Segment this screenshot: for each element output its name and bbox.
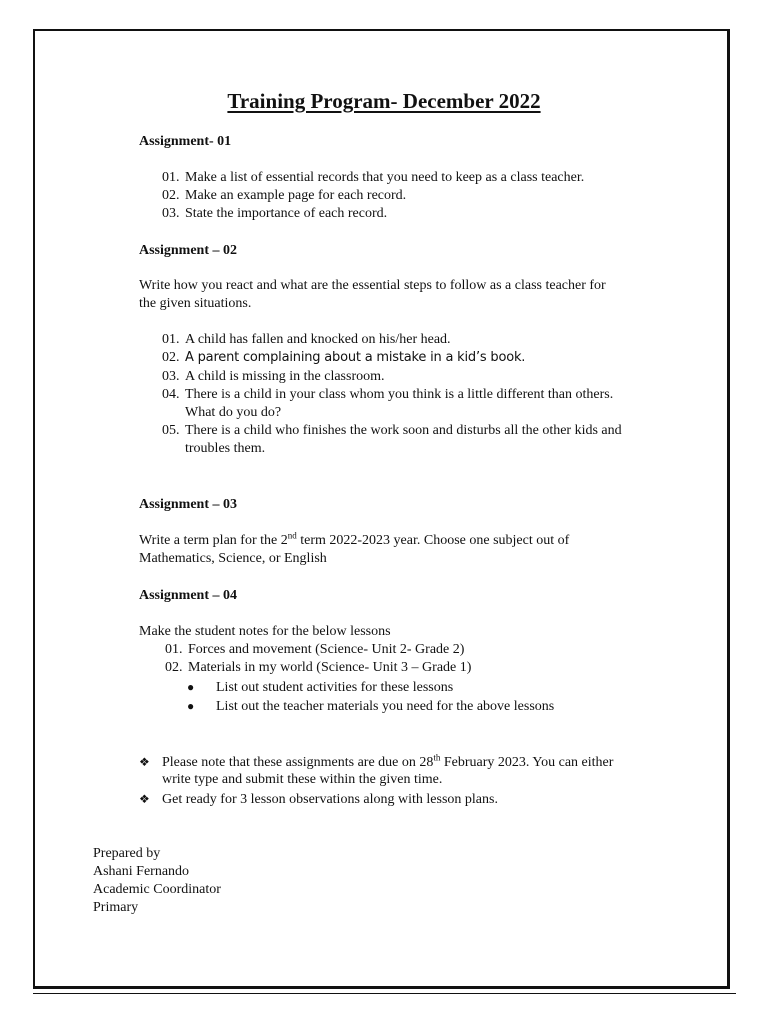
item-text: A child is missing in the classroom. xyxy=(185,369,385,384)
diamond-bullet-icon: ❖ xyxy=(139,755,150,769)
bullet-text: List out the teacher materials you need for the above lessons xyxy=(216,699,555,714)
assignment-01-item xyxy=(162,205,387,223)
assignment-02-intro-line-2: the given situations. xyxy=(139,296,252,311)
assignment-02-item xyxy=(162,331,451,349)
assignment-02-intro-line-1: Write how you react and what are the essential steps to follow as a class teacher for xyxy=(139,278,606,293)
assignment-03-line-2: Mathematics, Science, or English xyxy=(139,551,327,566)
assignment-03-heading: Assignment – 03 xyxy=(139,497,238,512)
assignment-02-item xyxy=(162,386,613,404)
prepared-by-label: Prepared by xyxy=(93,846,161,861)
assignment-02-heading: Assignment – 02 xyxy=(139,243,238,258)
item-text: Materials in my world (Science- Unit 3 – Grade 1) xyxy=(188,660,472,675)
assignment-04-bullet xyxy=(187,697,554,716)
item-number: 04. xyxy=(162,387,180,402)
assignment-04-bullet xyxy=(187,678,453,697)
item-text: Make a list of essential records that you need to keep as a class teacher. xyxy=(185,170,585,185)
bullet-icon: ● xyxy=(187,680,195,694)
item-number: 05. xyxy=(162,423,180,438)
assignment-02-item-continuation: troubles them. xyxy=(185,441,266,456)
bullet-icon: ● xyxy=(187,699,195,713)
assignment-01-heading: Assignment- 01 xyxy=(139,134,232,149)
note-text: Please note that these assignments are due on 28 xyxy=(162,755,434,770)
ordinal-suffix: th xyxy=(433,752,441,763)
assignment-04-heading: Assignment – 04 xyxy=(139,588,238,603)
item-text: A child has fallen and knocked on his/her head. xyxy=(185,332,451,347)
assignment-04-intro: Make the student notes for the below lessons xyxy=(139,624,391,639)
page-title: Training Program- December 2022 xyxy=(227,89,541,113)
note-2 xyxy=(139,790,498,809)
assignment-02-item xyxy=(162,422,622,440)
item-number: 03. xyxy=(162,369,180,384)
diamond-bullet-icon: ❖ xyxy=(139,792,150,806)
assignment-02-item xyxy=(162,368,385,386)
item-text: Make an example page for each record. xyxy=(185,188,407,203)
item-number: 01. xyxy=(165,642,183,657)
item-number: 02. xyxy=(162,188,180,203)
assignment-04-item xyxy=(165,641,464,659)
preparer-name: Ashani Fernando xyxy=(93,864,190,879)
assignment-03-text: Write a term plan for the 2 xyxy=(139,533,288,548)
note-text: Get ready for 3 lesson observations along with lesson plans. xyxy=(162,792,498,807)
item-number: 01. xyxy=(162,170,180,185)
item-text: There is a child who finishes the work soon and disturbs all the other kids and xyxy=(185,423,622,438)
bullet-text: List out student activities for these lessons xyxy=(216,680,454,695)
assignment-04-item xyxy=(165,659,471,677)
item-text: Forces and movement (Science- Unit 2- Grade 2) xyxy=(188,642,465,657)
item-number: 02. xyxy=(165,660,183,675)
preparer-role: Academic Coordinator xyxy=(93,882,221,897)
preparer-department: Primary xyxy=(93,900,139,915)
item-number: 03. xyxy=(162,206,180,221)
note-1-continuation: write type and submit these within the given time. xyxy=(162,772,443,787)
item-text: There is a child in your class whom you think is a little different than others. xyxy=(185,387,614,402)
assignment-01-item xyxy=(162,187,406,205)
ordinal-suffix: nd xyxy=(287,530,297,541)
note-text: February 2023. You can either xyxy=(440,755,614,770)
assignment-03-line-1 xyxy=(139,532,569,550)
item-text: State the importance of each record. xyxy=(185,206,388,221)
item-text: A parent complaining about a mistake in a kid’s book. xyxy=(185,350,526,365)
note-1 xyxy=(139,753,613,772)
assignment-03-text: term 2022-2023 year. Choose one subject out of xyxy=(296,533,570,548)
page-bottom-line xyxy=(33,993,736,994)
assignment-02-item-continuation: What do you do? xyxy=(185,405,282,420)
item-number: 01. xyxy=(162,332,180,347)
assignment-01-item xyxy=(162,169,584,187)
item-number: 02. xyxy=(162,350,180,365)
assignment-02-item xyxy=(162,349,525,367)
